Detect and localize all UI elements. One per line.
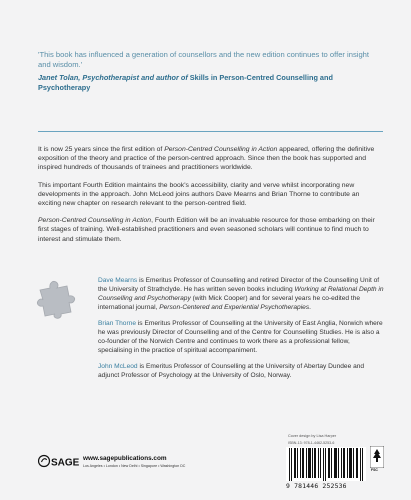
bio-thorne-text: is Emeritus Professor of Counselling at the University of East Anglia, Norwich where he was previously Director of Counselling and of the Centre for Counselling Studies. He is also a co-founder of the Norwich Centre and continues to work there as a professional fellow, specialising in the practice of spiritual accompaniment. <box>98 320 383 354</box>
publisher-url[interactable]: www.sagepublications.com <box>83 455 167 462</box>
barcode-icon <box>286 447 366 481</box>
bio-mearns-text-a: is Emeritus Professor of Counselling and retired Director of the Counselling Unit of the University of Strathclyde. He has written seven books including <box>98 277 380 293</box>
divider-line <box>38 131 383 132</box>
bio-mcleod-text: is Emeritus Professor of Counselling at the University of Abertay Dundee and adjunct Professor of Psychology at the University of Oslo, Norway. <box>98 363 365 379</box>
barcode-digits: 9 781446 252536 <box>286 482 347 490</box>
puzzle-piece-icon <box>34 274 80 320</box>
cover-design-credit: Cover design by Lisa Harper <box>288 434 337 438</box>
sage-logo-text: SAGE <box>51 457 80 469</box>
sage-logo-icon <box>38 453 80 469</box>
bio-brian-thorne <box>98 319 385 355</box>
blurb-p1-start: It is now 25 years since the first edition of <box>38 146 163 153</box>
publisher-cities: Los Angeles • London • New Delhi • Singapore • Washington DC <box>83 464 186 468</box>
quote-attribution-prefix: Janet Tolan, Psychotherapist and author of <box>38 73 188 82</box>
blurb-p1-end: appeared, offering the definitive exposition of the theory and practice of the person-centred approach. Since then the book has supported and inspired hundreds of thousands of trainees and practitioners worldwide. <box>38 146 375 172</box>
blurb-paragraph-1 <box>38 145 383 173</box>
fsc-logo-icon <box>370 446 384 468</box>
bio-mearns-text-b: (with Mick Cooper) and for several years he co-edited the international journal, <box>98 295 361 311</box>
fsc-label: FSC <box>371 468 378 472</box>
bio-dave-mearns <box>98 276 385 312</box>
blurb-p1-book-title: Person-Centred Counselling in Action <box>164 146 278 153</box>
blurb-paragraph-3 <box>38 216 383 244</box>
blurb <box>38 145 383 252</box>
quote-attribution <box>38 73 383 93</box>
bio-mearns-text-c: . <box>309 304 311 311</box>
quote-attribution-book: Skills in Person-Centred Counselling and Psychotherapy <box>38 73 333 92</box>
blurb-paragraph-2: This important Fourth Edition maintains the book's accessibility, clarity and verve whilst incorporating new developments in the approach. John McLeod joins authors Dave Mearns and Brian Thorne to contribute an exciting new chapter on research relevant to the person-centred field. <box>38 181 360 208</box>
isbn-label: ISBN-13: 978-1-4462-5253-6 <box>288 441 335 445</box>
quote-text: 'This book has influenced a generation of counsellors and the new edition continues to offer insight and wisdom.' <box>38 50 370 69</box>
author-bios <box>98 276 385 387</box>
author-name-mcleod: John McLeod <box>98 363 138 370</box>
bio-mearns-journal: Person-Centered and Experiential Psychotherapies <box>159 304 310 311</box>
bio-john-mcleod <box>98 362 385 380</box>
blurb-p3-book-title: Person-Centred Counselling in Action <box>38 217 152 225</box>
endorsement-quote <box>38 50 383 93</box>
bio-mearns-book: Working at Relational Depth in Counselling and Psychotherapy <box>98 286 384 302</box>
blurb-p3-end: , Fourth Edition will be an invaluable resource for those embarking on their first stages of training. Well-established practitioners and even seasoned scholars will continue to find much to interest and stimulate them. <box>38 217 375 243</box>
author-name-mearns: Dave Mearns <box>98 277 138 284</box>
author-name-thorne: Brian Thorne <box>98 320 136 327</box>
